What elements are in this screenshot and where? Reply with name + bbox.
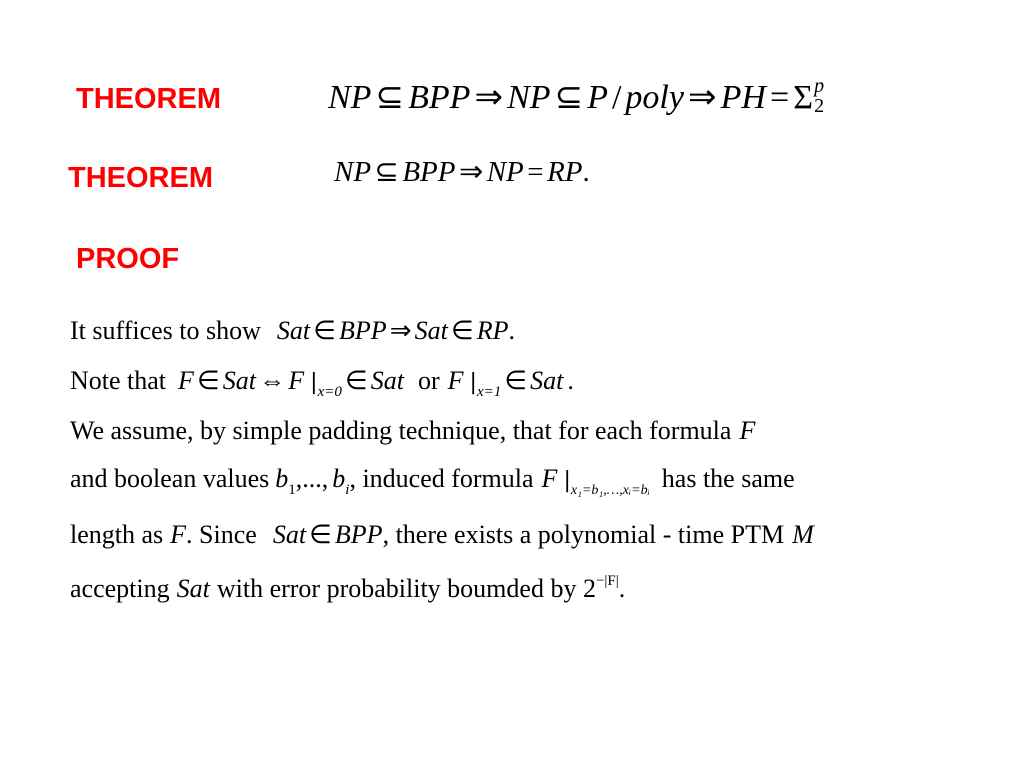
formula-f: F [178,366,194,395]
formula-f: F [739,416,756,445]
b-subscript: i [345,482,350,498]
element-of-symbol: ∈ [197,366,220,395]
proof-text: with error probability boumded by 2 [216,574,596,603]
proof-text: has the same [661,464,795,493]
boolean-b: b [332,464,346,493]
proof-text: Note that [70,366,167,395]
exponent: −|F| [595,573,619,589]
proof-text: , there exists a polynomial - time PTM [382,520,785,549]
formula-f: F [541,464,558,493]
restriction-bar: | [310,370,318,395]
proof-line-3 [70,418,755,444]
sigma-subscript: 2 [814,95,825,117]
period: . [582,156,590,188]
bpp-term: BPP [402,156,456,188]
sat-term: Sat [222,366,257,395]
proof-line-1 [70,318,515,344]
slash-symbol: / [611,79,622,116]
theorem-2-formula [334,158,590,187]
b-subscript: 1 [288,482,296,498]
period: . [567,366,574,395]
restriction-subscript: x=0 [317,384,342,400]
restriction-subscript: x₁=b₁,…,xᵢ=bᵢ [570,483,650,498]
proof-text: We assume, by simple padding technique, that for each formula [70,416,732,445]
poly-term: poly [625,79,684,116]
p-term: P [587,79,608,116]
implies-symbol: ⇒ [688,79,717,116]
boolean-b: b [275,464,289,493]
sat-term: Sat [414,316,448,345]
subseteq-symbol: ⊆ [554,79,584,116]
period: . [508,316,516,345]
restriction-subscript: x=1 [476,384,502,400]
formula-f: F [170,520,187,549]
implies-symbol: ⇒ [389,316,412,345]
formula-f: F [288,366,305,395]
rp-term: RP [547,156,583,188]
proof-text: length as [70,520,164,549]
np-term: NP [328,79,372,116]
np-term: NP [507,79,551,116]
theorem-1-formula [328,76,824,116]
equals-symbol: = [770,79,790,116]
theorem-heading-1: THEOREM [76,83,221,115]
element-of-symbol: ∈ [309,520,332,549]
proof-text: It suffices to show [70,316,261,345]
element-of-symbol: ∈ [313,316,336,345]
ellipsis: ,..., [295,464,329,493]
proof-heading: PROOF [76,243,180,275]
bpp-term: BPP [334,520,383,549]
formula-f: F [447,366,464,395]
sigma-indices [814,76,824,116]
implies-symbol: ⇒ [474,79,503,116]
theorem-heading-2: THEOREM [68,162,213,194]
proof-line-6 [70,574,625,602]
bpp-term: BPP [408,79,471,116]
sat-term: Sat [176,574,210,603]
period: . [618,574,626,603]
element-of-symbol: ∈ [344,366,368,395]
sigma-symbol: Σ [793,79,814,116]
proof-text: , induced formula [349,464,534,493]
or-word: or [417,366,440,395]
element-of-symbol: ∈ [451,316,474,345]
subseteq-symbol: ⊆ [374,156,399,188]
sat-term: Sat [272,520,307,549]
np-term: NP [334,156,372,188]
element-of-symbol: ∈ [504,366,527,395]
proof-line-4 [70,466,795,498]
sigma-superscript: p [814,75,825,97]
proof-text: and boolean values [70,464,270,493]
restriction-bar: | [469,370,477,395]
restriction-bar: | [563,468,571,493]
sat-term: Sat [530,366,564,395]
sat-term: Sat [276,316,311,345]
subseteq-symbol: ⊆ [375,79,405,116]
proof-text: accepting [70,574,170,603]
rp-term: RP [476,316,509,345]
np-term: NP [486,156,524,188]
iff-symbol: ⇔ [259,366,286,395]
proof-line-5 [70,522,814,548]
ph-term: PH [720,79,766,116]
bpp-term: BPP [339,316,387,345]
machine-m: M [792,520,814,549]
equals-symbol: = [527,156,544,188]
proof-line-2 [70,368,574,400]
implies-symbol: ⇒ [458,156,484,188]
proof-text: . Since [186,520,257,549]
sat-term: Sat [370,366,404,395]
